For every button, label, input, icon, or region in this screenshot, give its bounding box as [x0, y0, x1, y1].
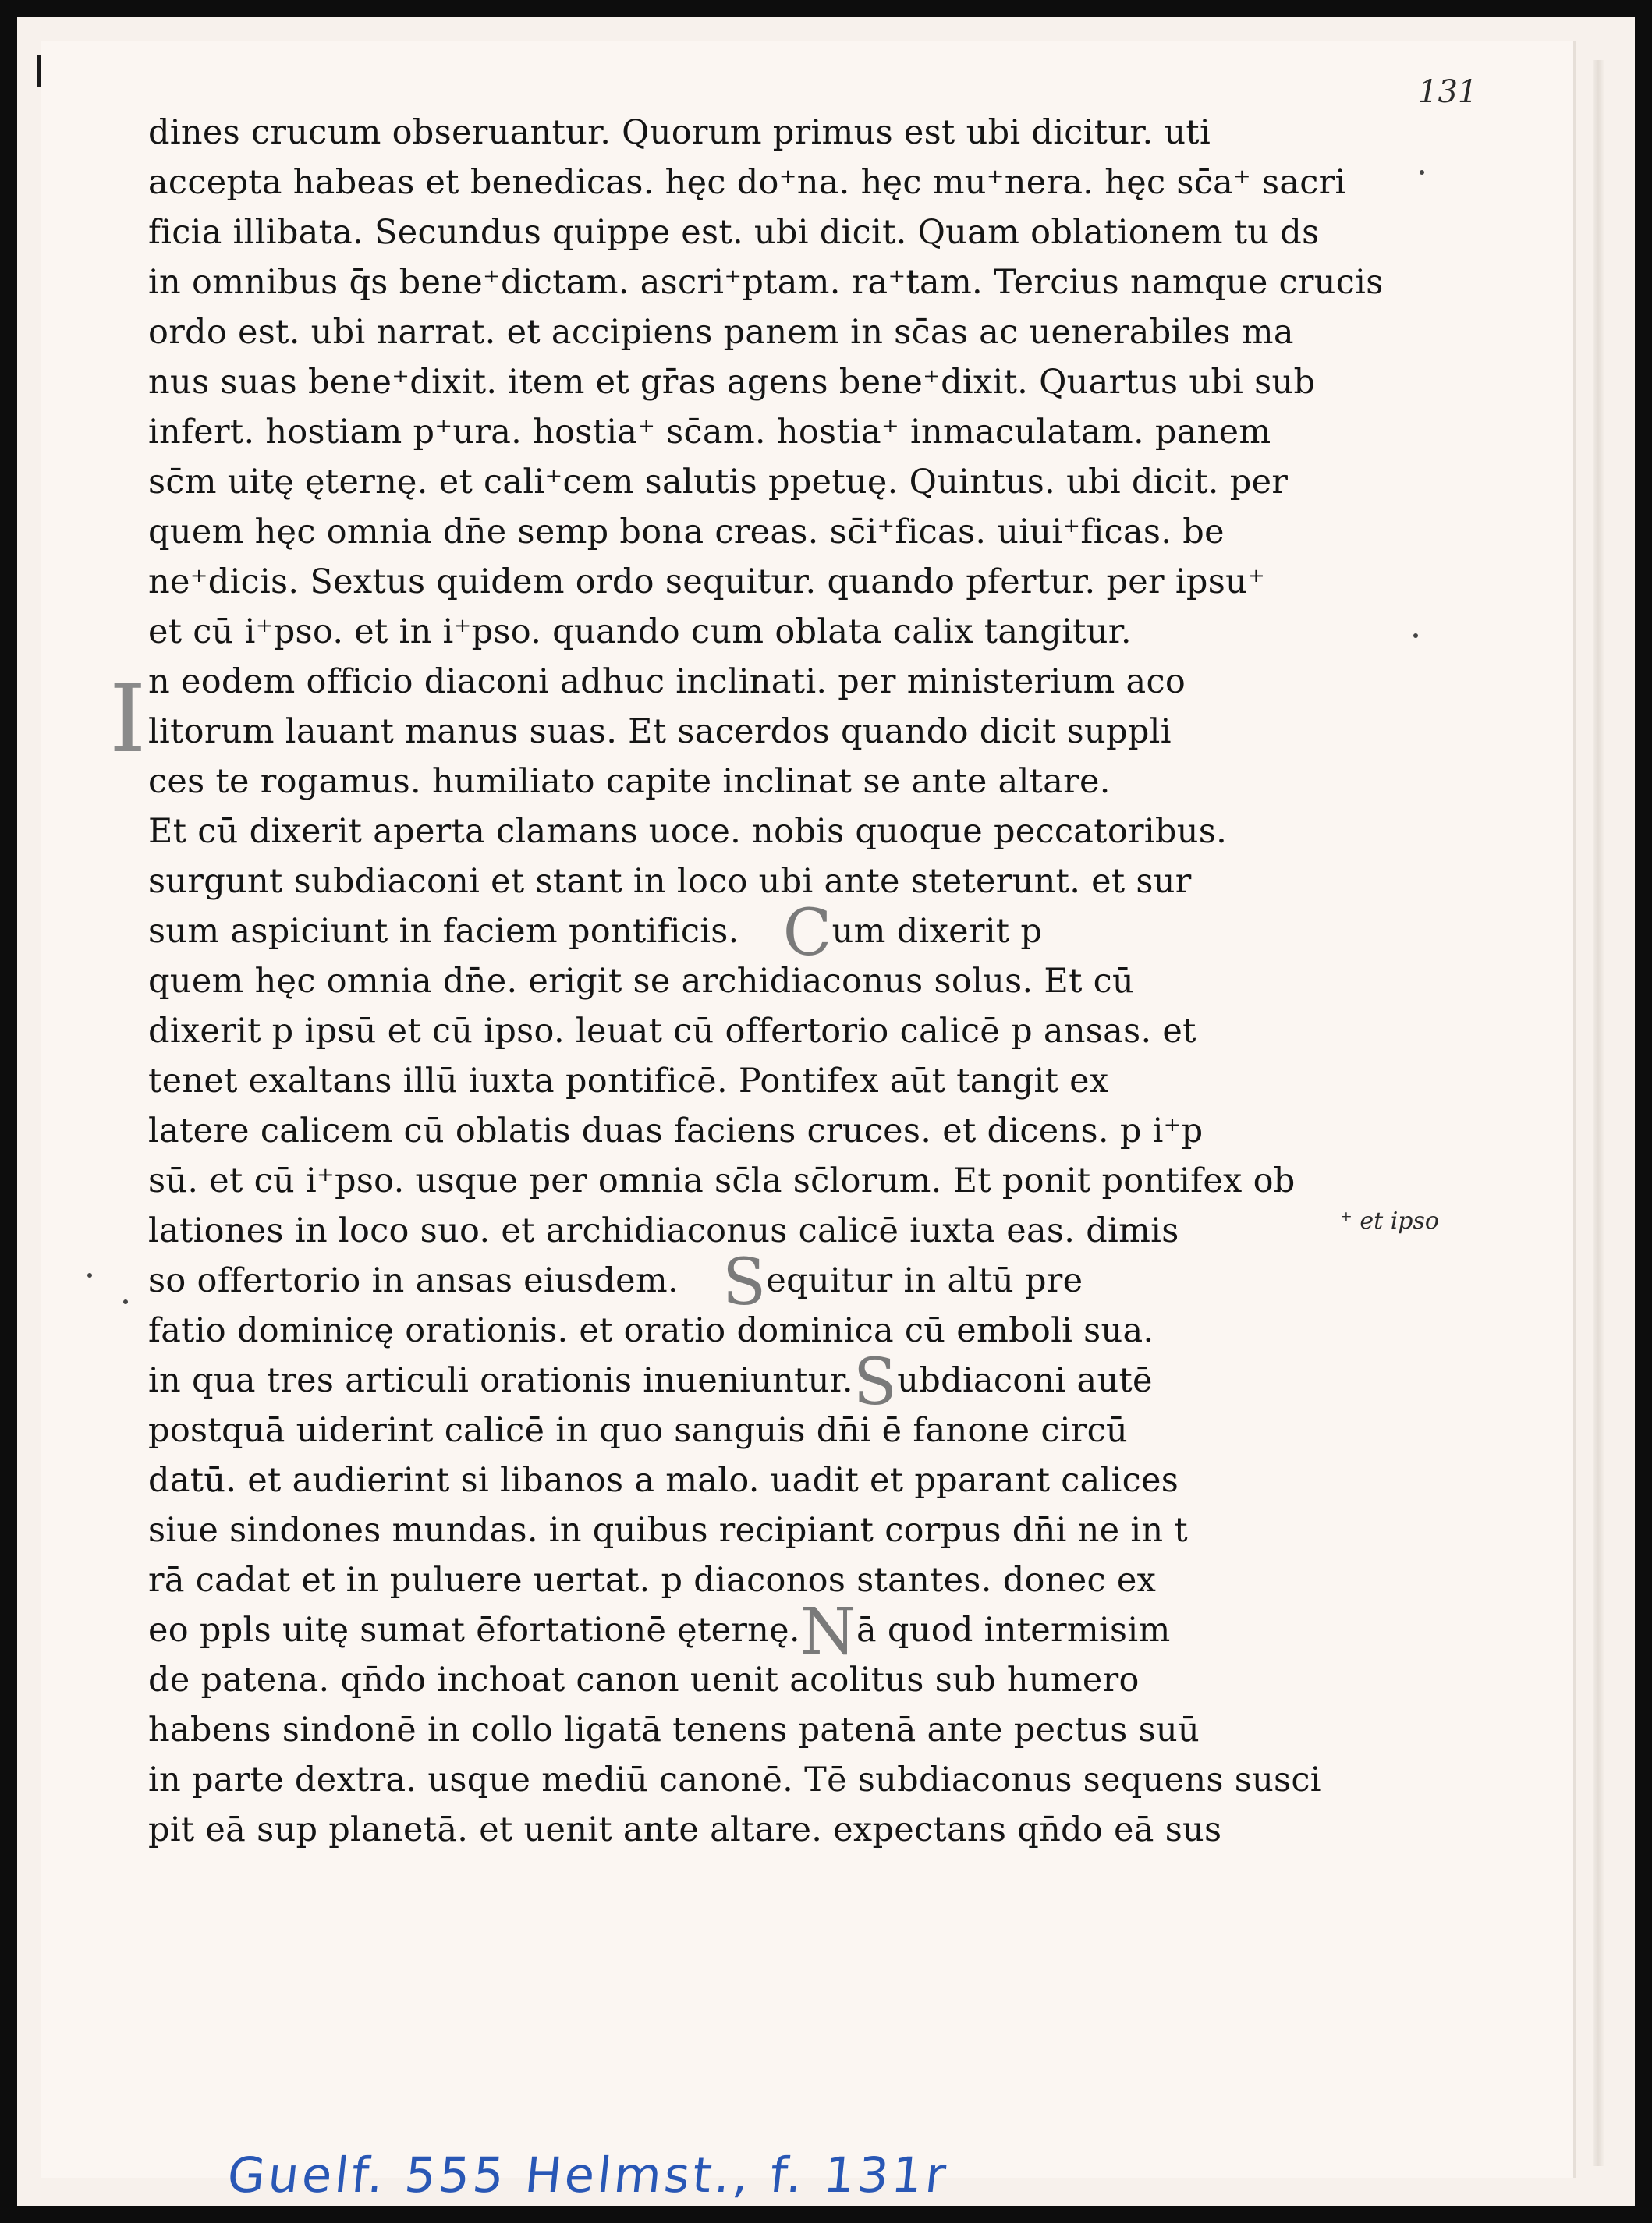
- initial-n: N: [799, 1595, 856, 1669]
- margin-dot: [1413, 633, 1418, 638]
- text-line: pit eā sup planetā. et uenit ante altare. expectans qn̄do eā sus: [148, 1810, 1222, 1849]
- text-line: dixerit p ipsū et cū ipso. leuat cū offertorio calicē p ansas. et: [148, 1012, 1196, 1051]
- text-line: dines crucum obseruantur. Quorum primus est ubi dicitur. uti: [148, 113, 1211, 152]
- text-line: in omnibus q̄s bene⁺dictam. ascri⁺ptam. ra⁺tam. Tercius namque crucis: [148, 263, 1384, 302]
- line-segment: so offertorio in ansas eiusdem.: [148, 1261, 679, 1300]
- shelfmark-label: Guelf. 555 Helmst., f. 131r: [225, 2147, 952, 2204]
- text-line: sū. et cū i⁺pso. usque per omnia sc̄la sc̄lorum. Et ponit pontifex ob: [148, 1161, 1296, 1200]
- text-line: nus suas bene⁺dixit. item et gr̄as agens bene⁺dixit. Quartus ubi sub: [148, 363, 1316, 402]
- margin-dot: [87, 1273, 92, 1278]
- line-segment: sum aspiciunt in faciem pontificis.: [148, 912, 739, 951]
- text-line: sc̄m uitę ęternę. et cali⁺cem salutis ppetuę. Quintus. ubi dicit. per: [148, 463, 1289, 502]
- text-line: quem hęc omnia dn̄e semp bona creas. sc̄i⁺ficas. uiui⁺ficas. be: [148, 512, 1225, 551]
- text-line: postquā uiderint calicē in quo sanguis dn̄i ē fanone circū: [148, 1411, 1129, 1450]
- text-line: ne⁺dicis. Sextus quidem ordo sequitur. quando pfertur. per ipsu⁺: [148, 562, 1266, 601]
- margin-note: ⁺ et ipso: [1340, 1207, 1439, 1235]
- initial-s: S: [721, 1246, 767, 1320]
- folio-number: 131: [1418, 74, 1478, 110]
- text-line: ordo est. ubi narrat. et accipiens panem in sc̄as ac uenerabiles ma: [148, 313, 1294, 352]
- text-line: tenet exaltans illū iuxta pontificē. Pontifex aūt tangit ex: [148, 1062, 1109, 1101]
- text-line: [148, 1595, 1365, 1669]
- initial-c: C: [782, 896, 832, 970]
- line-segment: ā quod intermisim: [856, 1611, 1171, 1650]
- text-line: [148, 1346, 1365, 1420]
- text-line: siue sindones mundas. in quibus recipiant corpus dn̄i ne in t: [148, 1511, 1188, 1550]
- text-line: habens sindonē in collo ligatā tenens patenā ante pectus suū: [148, 1711, 1200, 1750]
- text-line: [148, 1246, 1365, 1320]
- text-line: surgunt subdiaconi et stant in loco ubi ante steterunt. et sur: [148, 862, 1192, 901]
- text-line: rā cadat et in puluere uertat. p diaconos stantes. donec ex: [148, 1561, 1157, 1600]
- line-segment: um dixerit p: [831, 912, 1043, 951]
- line-segment: equitur in altū pre: [766, 1261, 1083, 1300]
- text-line: quem hęc omnia dn̄e. erigit se archidiaconus solus. Et cū: [148, 962, 1135, 1001]
- text-line: n eodem officio diaconi adhuc inclinati. per ministerium aco: [148, 662, 1186, 701]
- initial-i: I: [109, 665, 147, 774]
- line-segment: ubdiaconi autē: [897, 1361, 1153, 1400]
- text-line: lationes in loco suo. et archidiaconus calicē iuxta eas. dimis: [148, 1211, 1179, 1250]
- margin-dot: [1420, 170, 1424, 175]
- text-line: et cū i⁺pso. et in i⁺pso. quando cum oblata calix tangitur.: [148, 612, 1132, 651]
- text-line: Et cū dixerit aperta clamans uoce. nobis quoque peccatoribus.: [148, 812, 1228, 851]
- text-line: accepta habeas et benedicas. hęc do⁺na. hęc mu⁺nera. hęc sc̄a⁺ sacri: [148, 163, 1346, 202]
- line-segment: eo ppls uitę sumat ēfortationē ęternę.: [148, 1611, 800, 1650]
- manuscript-text: [148, 108, 1384, 1855]
- text-line: latere calicem cū oblatis duas faciens cruces. et dicens. p i⁺p: [148, 1112, 1204, 1150]
- line-segment: in qua tres articuli orationis inueniuntur.: [148, 1361, 853, 1400]
- initial-s: S: [853, 1346, 898, 1420]
- text-line: ficia illibata. Secundus quippe est. ubi dicit. Quam oblationem tu ds: [148, 213, 1320, 252]
- text-line: fatio dominicę orationis. et oratio dominica cū emboli sua.: [148, 1311, 1154, 1350]
- text-line: datū. et audierint si libanos a malo. uadit et pparant calices: [148, 1461, 1179, 1500]
- text-line: de patena. qn̄do inchoat canon uenit acolitus sub humero: [148, 1661, 1140, 1700]
- text-line: litorum lauant manus suas. Et sacerdos quando dicit suppli: [148, 712, 1172, 751]
- text-line: infert. hostiam p⁺ura. hostia⁺ sc̄am. hostia⁺ inmaculatam. panem: [148, 413, 1271, 452]
- margin-dot: [123, 1299, 128, 1304]
- text-line: in parte dextra. usque mediū canonē. Tē subdiaconus sequens susci: [148, 1760, 1321, 1799]
- text-line: ces te rogamus. humiliato capite inclinat se ante altare.: [148, 762, 1111, 801]
- page-edge: [1593, 60, 1604, 2166]
- text-line: [148, 896, 1365, 970]
